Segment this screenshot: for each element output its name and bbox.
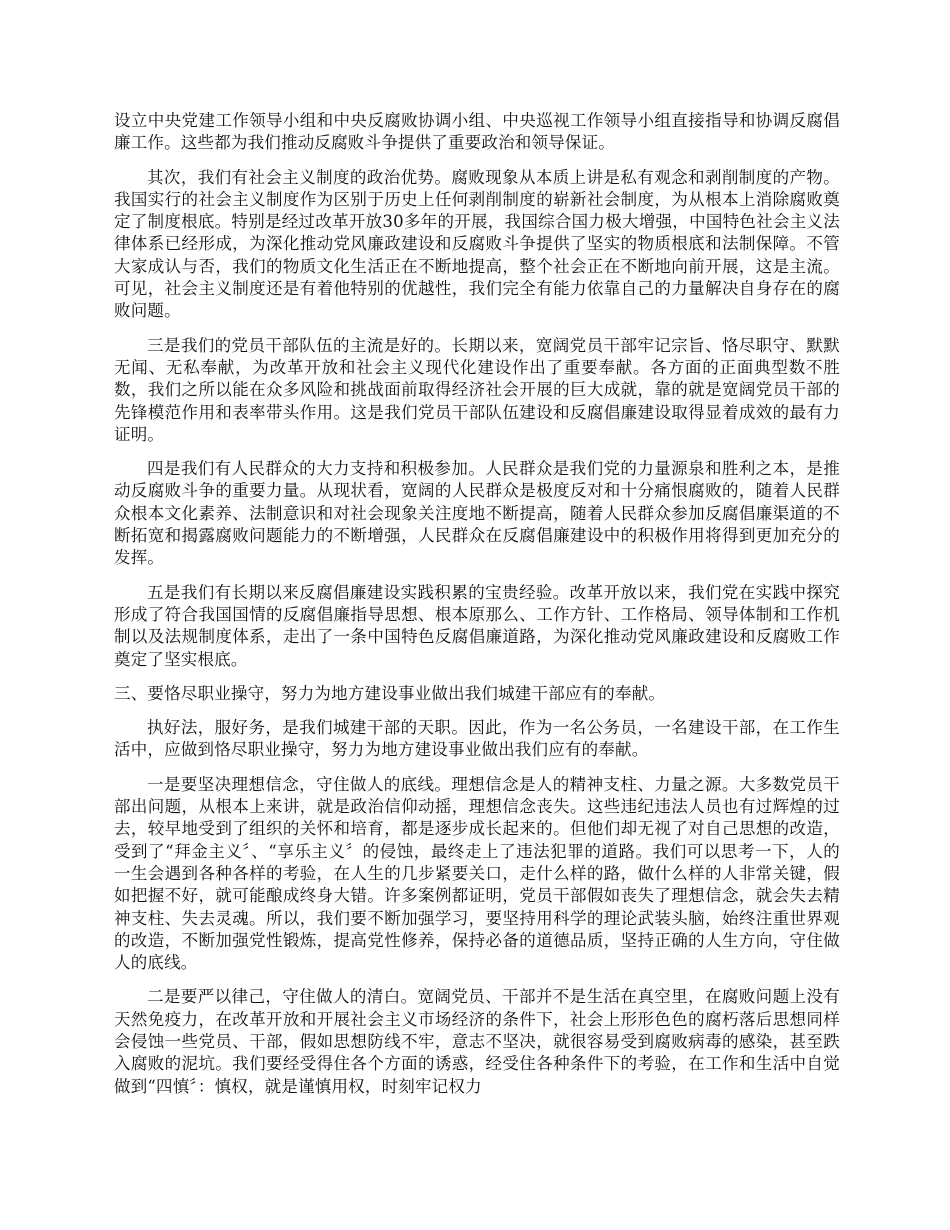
paragraph-people-support: 四是我们有人民群众的大力支持和积极参加。人民群众是我们党的力量源泉和胜利之本，是推动反腐败斗争的重要力量。从现状看，宽阔的人民群众是极度反对和十分痛恨腐败的，随着人民群众根本文化素养、法制意识和对社会现象关注度地不断提高，随着人民群众参加反腐倡廉渠道的不断拓宽和揭露腐败问题能力的不断增强，人民群众在反腐倡廉建设中的积极作用将得到更加充分的发挥。 [114, 459, 840, 568]
paragraph-ideals: 一是要坚决理想信念，守住做人的底线。理想信念是人的精神支柱、力量之源。大多数党员干部出问题，从根本上来讲，就是政治信仰动摇，理想信念丧失。这些违纪违法人员也有过辉煌的过去，较早地受到了组织的关怀和培育，都是逐步成长起来的。但他们却无视了对自己思想的改造，受到了“拜金主义〞、“享乐主义〞的侵蚀，最终走上了违法犯罪的道路。我们可以思考一下，人的一生会遇到各种各样的考验，在人生的几步紧要关口，走什么样的路，做什么样的人非常关键，假如把握不好，就可能酿成终身大错。许多案例都证明，党员干部假如丧失了理想信念，就会失去精神支柱、失去灵魂。所以，我们要不断加强学习，要坚持用科学的理论武装头脑，始终注重世界观的改造，不断加强党性锻炼，提高党性修养，保持必备的道德品质，坚持正确的人生方向，守住做人的底线。 [114, 774, 840, 973]
paragraph-duty: 执好法，服好务，是我们城建干部的天职。因此，作为一名公务员，一名建设干部，在工作生活中，应做到恪尽职业操守，努力为地方建设事业做出我们应有的奉献。 [114, 718, 840, 760]
paragraph-party-cadres: 三是我们的党员干部队伍的主流是好的。长期以来，宽阔党员干部牢记宗旨、恪尽职守、默默无闻、无私奉献，为改革开放和社会主义现代化建设作出了重要奉献。各方面的正面典型数不胜数，我们之所以能在众多风险和挑战面前取得经济社会开展的巨大成就，靠的就是宽阔党员干部的先锋模范作用和表率带头作用。这是我们党员干部队伍建设和反腐倡廉建设取得显着成效的最有力证明。 [114, 335, 840, 444]
paragraph-socialist-system: 其次，我们有社会主义制度的政治优势。腐败现象从本质上讲是私有观念和剥削制度的产物。我国实行的社会主义制度作为区别于历史上任何剥削制度的崭新社会制度，为从根本上消除腐败奠定了制度根底。特别是经过改革开放30多年的开展，我国综合国力极大增强，中国特色社会主义法律体系已经形成，为深化推动党风廉政建设和反腐败斗争提供了坚实的物质根底和法制保障。不管大家成认与否，我们的物质文化生活正在不断地提高，整个社会正在不断地向前开展，这是主流。可见，社会主义制度还是有着他特别的优越性，我们完全有能力依靠自己的力量解决自身存在的腐败问题。 [114, 167, 840, 321]
paragraph-experience: 五是我们有长期以来反腐倡廉建设实践积累的宝贵经验。改革开放以来，我们党在实践中探究形成了符合我国国情的反腐倡廉指导思想、根本原那么、工作方针、工作格局、领导体制和工作机制以及法规制度体系，走出了一条中国特色反腐倡廉道路，为深化推动党风廉政建设和反腐败工作奠定了坚实根底。 [114, 582, 840, 669]
paragraph-self-discipline: 二是要严以律己，守住做人的清白。宽阔党员、干部并不是生活在真空里，在腐败问题上没有天然免疫力，在改革开放和开展社会主义市场经济的条件下，社会上形形色色的腐朽落后思想同样会侵蚀一些党员、干部，假如思想防线不牢，意志不坚决，就很容易受到腐败病毒的感染，甚至跌入腐败的泥坑。我们要经受得住各个方面的诱惑，经受住各种条件下的考验，在工作和生活中自觉做到“四慎〞：慎权，就是谨慎用权，时刻牢记权力 [114, 987, 840, 1096]
section-heading-three: 三、要恪尽职业操守，努力为地方建设事业做出我们城建干部应有的奉献。 [114, 683, 666, 703]
document-page [114, 110, 840, 1110]
paragraph-continuation: 设立中央党建工作领导小组和中央反腐败协调小组、中央巡视工作领导小组直接指导和协调反腐倡廉工作。这些都为我们推动反腐败斗争提供了重要政治和领导保证。 [114, 111, 840, 153]
